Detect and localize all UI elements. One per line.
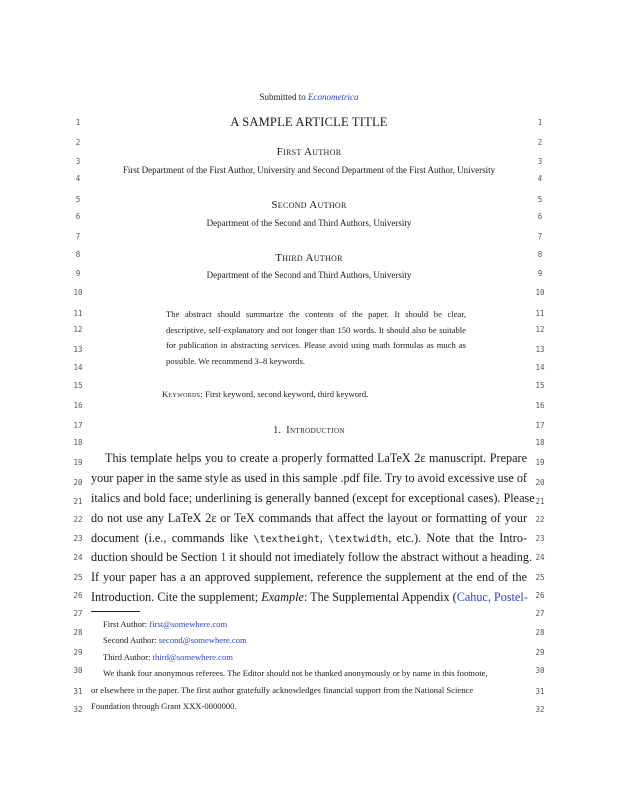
line-number-left: 15 [73, 381, 83, 390]
line-number-left: 13 [73, 345, 83, 354]
section-ref-link[interactable]: 1 [220, 550, 227, 564]
line-number-left: 29 [73, 648, 83, 657]
keywords-text: First keyword, second keyword, third keyword. [202, 389, 369, 399]
line-number-left: 6 [75, 212, 81, 221]
line-number-left: 30 [73, 666, 83, 675]
footnote-thanks-line-2: or elsewhere in the paper. The first author gratefully acknowledges financial support from the National Science [91, 685, 474, 695]
line-number-left: 14 [73, 363, 83, 372]
line-number-right: 3 [537, 157, 543, 166]
line-number-right: 9 [537, 269, 543, 278]
line-number-right: 5 [537, 195, 543, 204]
line-number-left: 19 [73, 458, 83, 467]
line-number-right: 23 [535, 534, 545, 543]
footnote-thanks-line-1: We thank four anonymous referees. The Editor should not be thanked anonymously or by name in this footnote, [103, 668, 488, 678]
line-number-left: 2 [75, 138, 81, 147]
section-number: 1. [273, 425, 281, 436]
line-number-left: 23 [73, 534, 83, 543]
line-number-left: 26 [73, 591, 83, 600]
submitted-to-line [0, 92, 618, 102]
abstract: The abstract should summarize the contents of the paper. It should be clear, descriptive, self-explanatory and not longer than 150 words. It should also be suitable for publication in abstracting services. Please avoid using math formulas as much as possible. We recommend 3–8 keywords. [166, 309, 466, 366]
line-number-right: 24 [535, 553, 545, 562]
third-author-email-link[interactable]: third@somewhere.com [152, 652, 233, 662]
line-number-right: 8 [537, 250, 543, 259]
line-number-left: 12 [73, 325, 83, 334]
keywords [162, 389, 368, 399]
line-number-left: 8 [75, 250, 81, 259]
line-number-left: 21 [73, 497, 83, 506]
line-number-left: 4 [75, 174, 81, 183]
line-number-left: 16 [73, 401, 83, 410]
body-line-4: do not use any LaTeX 2ε or TeX commands that affect the layout or formatting of your [91, 511, 527, 525]
author-affiliation-1: First Department of the First Author, University and Second Department of the First Author, University [122, 165, 496, 175]
footnote-rule [91, 611, 140, 612]
citation-link[interactable]: Cahuc, Postel- [456, 590, 528, 604]
section-heading [0, 425, 618, 436]
line-number-left: 1 [75, 118, 81, 127]
keywords-label: Keywords: [162, 389, 203, 399]
line-number-right: 14 [535, 363, 545, 372]
body-line-7: If your paper has a an approved supplement, reference the supplement at the end of the [91, 570, 527, 584]
line-number-left: 17 [73, 421, 83, 430]
line-number-right: 15 [535, 381, 545, 390]
submitted-prefix: Submitted to [259, 92, 309, 102]
line-number-left: 31 [73, 687, 83, 696]
line-number-right: 20 [535, 478, 545, 487]
line-number-right: 11 [535, 309, 545, 318]
line-number-right: 6 [537, 212, 543, 221]
body-line-1: This template helps you to create a properly formatted LaTeX 2ε manuscript. Prepare [105, 451, 527, 465]
tex-logo: TeX [234, 511, 255, 525]
footnote-third-author: Third Author: third@somewhere.com [103, 652, 233, 662]
latex-logo: LaTeX [167, 511, 202, 525]
author-name-2: Second Author [271, 199, 347, 211]
line-number-left: 25 [73, 573, 83, 582]
article-title: A SAMPLE ARTICLE TITLE [230, 115, 388, 129]
line-number-right: 19 [535, 458, 545, 467]
command-textheight: \textheight [253, 534, 320, 545]
line-number-right: 30 [535, 666, 545, 675]
line-number-right: 28 [535, 628, 545, 637]
body-line-8: Introduction. Cite the supplement; Example: The Supplemental Appendix (Cahuc, Postel- [91, 590, 528, 604]
line-number-right: 25 [535, 573, 545, 582]
section-title: Introduction [286, 425, 345, 436]
author-name-1: First Author [276, 146, 342, 158]
line-number-right: 26 [535, 591, 545, 600]
line-number-left: 18 [73, 438, 83, 447]
line-number-right: 27 [535, 609, 545, 618]
line-number-right: 13 [535, 345, 545, 354]
line-number-right: 22 [535, 515, 545, 524]
line-number-left: 3 [75, 157, 81, 166]
body-line-3: italics and bold face; underlining is generally banned (except for exceptional cases). Please [91, 491, 535, 505]
line-number-left: 28 [73, 628, 83, 637]
line-number-left: 27 [73, 609, 83, 618]
line-number-right: 7 [537, 232, 543, 241]
line-number-left: 9 [75, 269, 81, 278]
line-number-right: 16 [535, 401, 545, 410]
line-number-right: 1 [537, 118, 543, 127]
line-number-left: 22 [73, 515, 83, 524]
line-number-right: 10 [535, 288, 545, 297]
line-number-left: 10 [73, 288, 83, 297]
author-affiliation-2: Department of the Second and Third Authors, University [206, 218, 412, 228]
footnote-first-author: First Author: first@somewhere.com [103, 619, 228, 629]
line-number-left: 20 [73, 478, 83, 487]
command-textwidth: \textwidth [328, 534, 389, 545]
footnote-second-author: Second Author: second@somewhere.com [103, 635, 247, 645]
first-author-email-link[interactable]: first@somewhere.com [149, 619, 228, 629]
footnote-thanks-line-3: Foundation through Grant XXX-0000000. [91, 701, 237, 711]
latex-logo: LaTeX [377, 451, 411, 465]
line-number-right: 17 [535, 421, 545, 430]
author-name-3: Third Author [275, 252, 343, 264]
second-author-email-link[interactable]: second@somewhere.com [158, 635, 247, 645]
journal-link[interactable]: Econometrica [308, 92, 359, 102]
line-number-right: 21 [535, 497, 545, 506]
line-number-right: 2 [537, 138, 543, 147]
line-number-left: 7 [75, 232, 81, 241]
line-number-left: 5 [75, 195, 81, 204]
body-line-5: document (i.e., commands like \textheight, \textwidth, etc.). Note that the Intro- [91, 531, 528, 545]
author-affiliation-3: Department of the Second and Third Authors, University [206, 270, 412, 280]
line-number-right: 32 [535, 705, 545, 714]
line-number-right: 4 [537, 174, 543, 183]
line-number-right: 31 [535, 687, 545, 696]
line-number-left: 24 [73, 553, 83, 562]
body-line-2: your paper in the same style as used in this sample .pdf file. Try to avoid excessive use of [91, 471, 527, 485]
body-line-6: duction should be Section 1 it should not imediately follow the abstract without a heading. [91, 550, 533, 564]
line-number-right: 29 [535, 648, 545, 657]
line-number-left: 11 [73, 309, 83, 318]
line-number-right: 18 [535, 438, 545, 447]
line-number-right: 12 [535, 325, 545, 334]
line-number-left: 32 [73, 705, 83, 714]
